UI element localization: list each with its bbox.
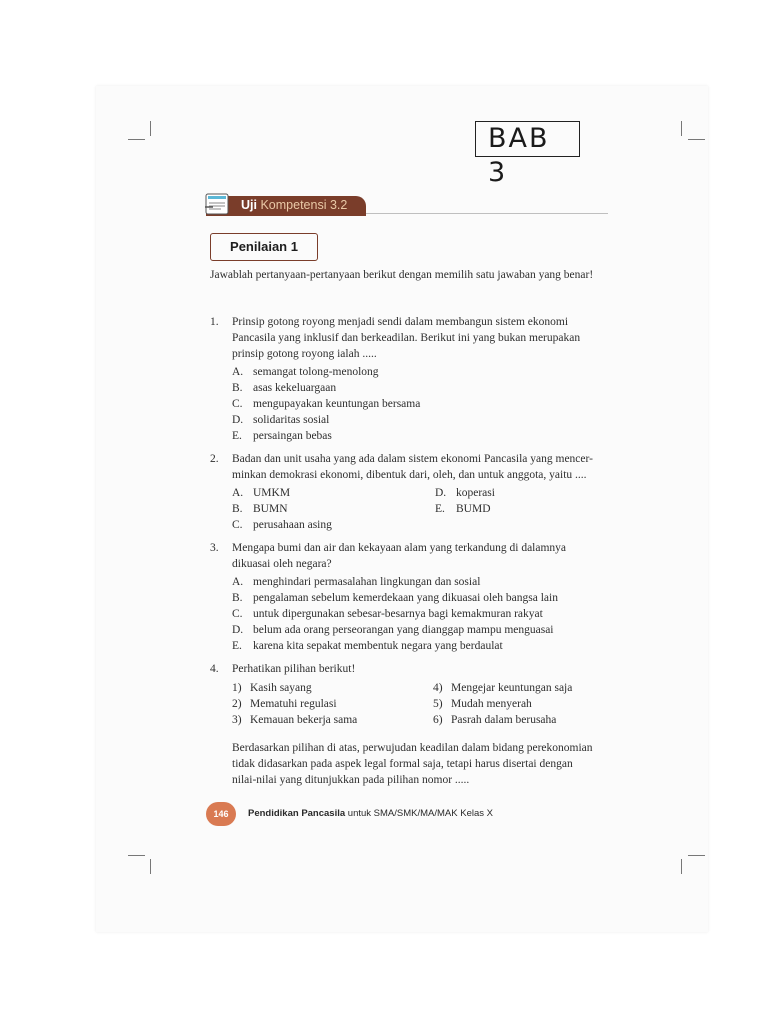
option-text: UMKM (253, 487, 291, 499)
question-4-followup: tidak didasarkan pada aspek legal formal saja, tetapi harus disertai dengan (232, 758, 573, 770)
crop-mark-bottom-left-h (128, 855, 145, 856)
option-letter: E. (232, 430, 242, 442)
choice-number: 4) (433, 682, 443, 694)
choice-number: 5) (433, 698, 443, 710)
choice-number: 6) (433, 714, 443, 726)
option-letter: B. (232, 382, 243, 394)
choice-text: Kemauan bekerja sama (250, 714, 358, 726)
question-1-number: 1. (210, 316, 219, 328)
choice-text: Mengejar keuntungan saja (451, 682, 573, 694)
option-text: semangat tolong-menolong (253, 366, 379, 378)
choice-number: 1) (232, 682, 242, 694)
question-4-followup: Berdasarkan pilihan di atas, perwujudan keadilan dalam bidang perekonomian (232, 742, 593, 754)
option-text: pengalaman sebelum kemerdekaan yang dikuasai oleh bangsa lain (253, 592, 558, 604)
option-text: perusahaan asing (253, 519, 332, 531)
option-letter: A. (232, 576, 244, 588)
option-text: persaingan bebas (253, 430, 332, 442)
crop-mark-top-right-h (688, 139, 705, 140)
option-text: BUMN (253, 503, 288, 515)
option-letter: C. (232, 519, 243, 531)
crop-mark-top-left-h (128, 139, 145, 140)
option-text: koperasi (456, 487, 495, 499)
option-text: karena kita sepakat membentuk negara yang berdaulat (253, 640, 503, 652)
question-3-line: dikuasai oleh negara? (232, 558, 332, 570)
book-title-suffix: untuk SMA/SMK/MA/MAK Kelas X (345, 808, 493, 819)
option-text: untuk dipergunakan sebesar-besarnya bagi kemakmuran rakyat (253, 608, 543, 620)
question-2-line: minkan demokrasi ekonomi, dibentuk dari, oleh, dan untuk anggota, yaitu .... (232, 469, 587, 481)
chapter-label-box (475, 121, 580, 188)
crop-mark-top-right-v (681, 121, 682, 136)
option-text: menghindari permasalahan lingkungan dan sosial (253, 576, 481, 588)
option-letter: E. (232, 640, 242, 652)
assessment-label: Penilaian 1 (210, 233, 318, 261)
question-3-line: Mengapa bumi dan air dan kekayaan alam yang terkandung di dalamnya (232, 542, 567, 554)
option-text: solidaritas sosial (253, 414, 330, 426)
option-letter: A. (232, 487, 244, 499)
question-1-line: Pancasila yang inklusif dan berkeadilan. Berikut ini yang bukan merupakan (232, 332, 581, 344)
crop-mark-bottom-right-v (681, 859, 682, 874)
choice-text: Pasrah dalam berusaha (451, 714, 557, 726)
option-text: BUMD (456, 503, 491, 515)
choice-text: Kasih sayang (250, 682, 312, 694)
question-4-line: Perhatikan pilihan berikut! (232, 663, 356, 675)
section-title-prefix: Uji (241, 198, 257, 212)
choice-text: Mematuhi regulasi (250, 698, 337, 710)
notebook-icon (205, 192, 231, 216)
option-letter: D. (232, 414, 244, 426)
option-letter: C. (232, 608, 243, 620)
crop-mark-bottom-right-h (688, 855, 705, 856)
question-4-followup: nilai-nilai yang ditunjukkan pada pilihan nomor ..... (232, 774, 470, 786)
choice-number: 3) (232, 714, 242, 726)
option-text: asas kekeluargaan (253, 382, 337, 394)
question-2-number: 2. (210, 453, 219, 465)
choice-text: Mudah menyerah (451, 698, 532, 710)
option-letter: C. (232, 398, 243, 410)
option-letter: D. (435, 487, 447, 499)
chapter-label: BAB 3 (488, 123, 550, 188)
option-letter: B. (232, 503, 243, 515)
option-letter: B. (232, 592, 243, 604)
section-title-text: Kompetensi 3.2 (260, 198, 348, 212)
footer-book-title (248, 808, 493, 819)
option-text: belum ada orang perseorangan yang dianggap mampu menguasai (253, 624, 554, 636)
crop-mark-bottom-left-v (150, 859, 151, 874)
page-number-badge: 146 (206, 802, 236, 826)
section-title (241, 198, 347, 212)
question-2-line: Badan dan unit usaha yang ada dalam sistem ekonomi Pancasila yang mencer- (232, 453, 593, 465)
instruction-text: Jawablah pertanyaan-pertanyaan berikut dengan memilih satu jawaban yang benar! (210, 269, 594, 281)
option-letter: A. (232, 366, 244, 378)
question-4-number: 4. (210, 663, 219, 675)
option-letter: E. (435, 503, 445, 515)
book-title: Pendidikan Pancasila (248, 808, 346, 819)
question-1-line: Prinsip gotong royong menjadi sendi dalam membangun sistem ekonomi (232, 316, 569, 328)
crop-mark-top-left-v (150, 121, 151, 136)
question-3-number: 3. (210, 542, 219, 554)
choice-number: 2) (232, 698, 242, 710)
option-letter: D. (232, 624, 244, 636)
question-1-line: prinsip gotong royong ialah ..... (232, 348, 377, 360)
option-text: mengupayakan keuntungan bersama (253, 398, 421, 410)
